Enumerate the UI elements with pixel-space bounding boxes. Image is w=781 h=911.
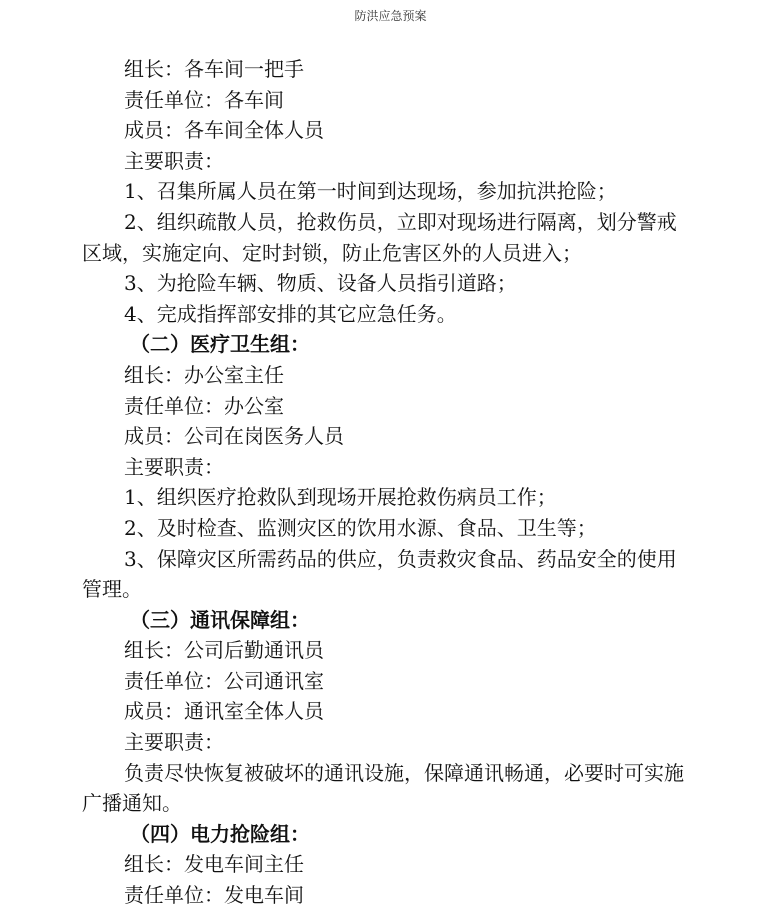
team-leader-line: 组长：各车间一把手 — [124, 57, 304, 81]
duty-item-continuation: 区域，实施定向、定时封锁，防止危害区外的人员进入； — [82, 240, 582, 265]
duties-label: 主要职责： — [124, 454, 224, 479]
responsible-unit-line: 责任单位：办公室 — [124, 393, 284, 418]
duty-item: 2、及时检查、监测灾区的饮用水源、食品、卫生等； — [124, 515, 597, 540]
members-line: 成员：公司在岗医务人员 — [124, 424, 344, 449]
section-heading-medical: （二）医疗卫生组： — [130, 332, 310, 357]
team-leader-line: 组长：办公室主任 — [124, 362, 284, 387]
responsible-unit-line: 责任单位：公司通讯室 — [124, 668, 324, 693]
duty-item: 负责尽快恢复被破坏的通讯设施，保障通讯畅通，必要时可实施 — [124, 760, 684, 785]
duty-item-continuation: 广播通知。 — [82, 791, 182, 816]
team-leader-line: 组长：公司后勤通讯员 — [124, 638, 324, 663]
duty-item: 2、组织疏散人员，抢救伤员，立即对现场进行隔离，划分警戒 — [124, 209, 677, 234]
section-heading-communications: （三）通讯保障组： — [130, 607, 310, 632]
duty-item-continuation: 管理。 — [82, 577, 142, 602]
duty-item: 4、完成指挥部安排的其它应急任务。 — [124, 301, 457, 326]
responsible-unit-line: 责任单位：发电车间 — [124, 883, 304, 908]
duties-label: 主要职责： — [124, 148, 224, 173]
section-heading-power: （四）电力抢险组： — [130, 821, 310, 846]
running-header: 防洪应急预案 — [354, 9, 427, 23]
members-line: 成员：各车间全体人员 — [124, 118, 324, 143]
document-body — [82, 54, 722, 911]
duties-label: 主要职责： — [124, 730, 224, 755]
team-leader-line: 组长：发电车间主任 — [124, 852, 304, 877]
members-line: 成员：通讯室全体人员 — [124, 699, 324, 724]
duty-item: 1、组织医疗抢救队到现场开展抢救伤病员工作； — [124, 485, 557, 510]
duty-item: 3、为抢险车辆、物质、设备人员指引道路； — [124, 271, 517, 296]
responsible-unit-line: 责任单位：各车间 — [124, 87, 284, 112]
duty-item: 1、召集所属人员在第一时间到达现场，参加抗洪抢险； — [124, 179, 617, 204]
duty-item: 3、保障灾区所需药品的供应，负责救灾食品、药品安全的使用 — [124, 546, 677, 571]
